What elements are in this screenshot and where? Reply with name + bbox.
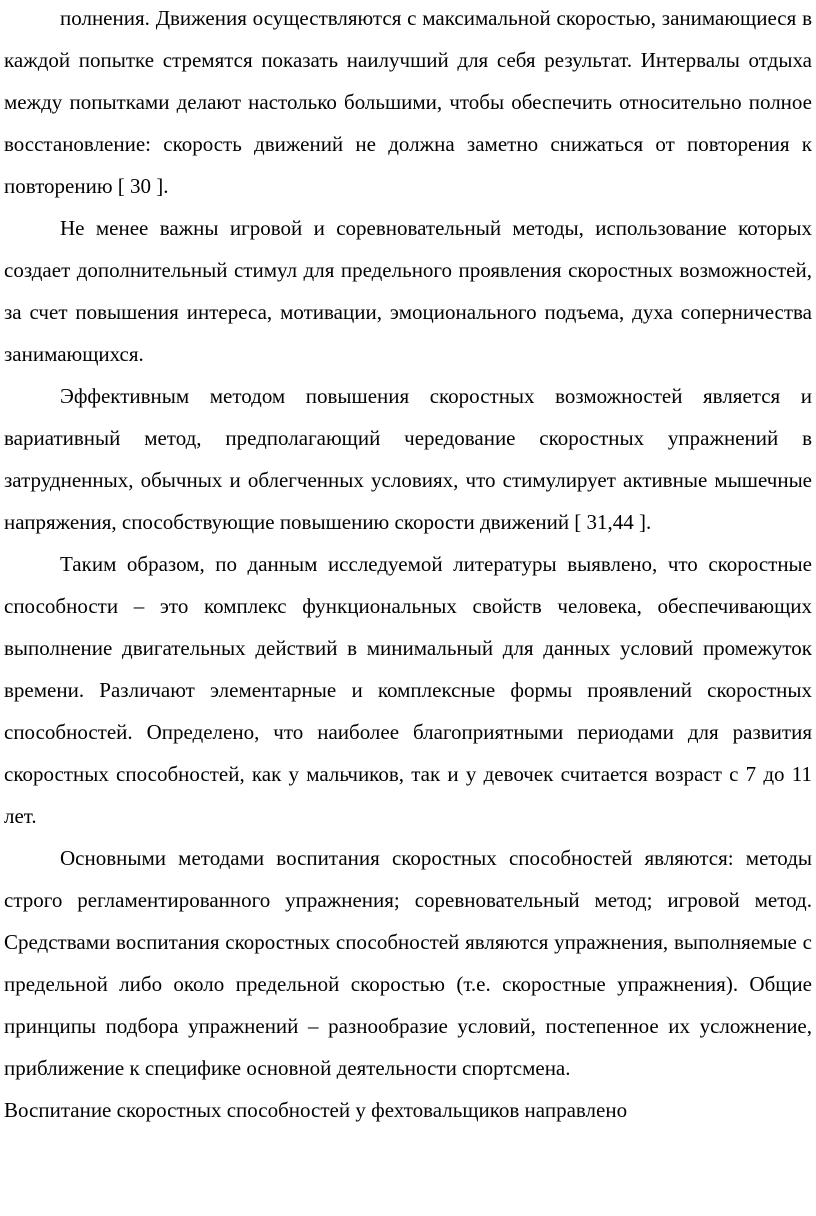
paragraph-main-methods: Основными методами воспитания скоростных способностей являются: методы строго регламентированного упражнения; соревновательный метод; игровой метод. Средствами воспитания скоростных способностей являются упражнения, выполняемые с предельной либо около предельной скоростью (т.е. скоростные упражнения). Общие принципы подбора упражнений – разнообразие условий, постепенное их усложнение, приближение к специфике основной деятельности спортсмена. — [4, 846, 812, 1080]
paragraph-conclusion: Таким образом, по данным исследуемой литературы выявлено, что скоростные способности – это комплекс функциональных свойств человека, обеспечивающих выполнение двигательных действий в минимальный для данных условий промежуток времени. Различают элементарные и комплексные формы проявлений скоростных способностей. Определено, что наиболее благоприятными периодами для развития скоростных способностей, как у мальчиков, так и у девочек считается возраст с 7 до 11 лет. — [4, 552, 812, 828]
paragraph-continuation: полнения. Движения осуществляются с максимальной скоростью, занимающиеся в каждой попытке стремятся показать наилучший для себя результат. Интервалы отдыха между попытками делают настолько большими, чтобы обеспечить относительно полное восстановление: скорость движений не должна заметно снижаться от повторения к повторению [ 30 ]. — [4, 6, 812, 198]
document-page — [4, 0, 812, 1216]
paragraph-fencers: Воспитание скоростных способностей у фехтовальщиков направлено — [4, 1098, 628, 1122]
paragraph-game-competitive-methods: Не менее важны игровой и соревновательный методы, использование которых создает дополнительный стимул для предельного проявления скоростных возможностей, за счет повышения интереса, мотивации, эмоционального подъема, духа соперничества занимающихся. — [4, 216, 812, 366]
paragraph-variative-method: Эффективным методом повышения скоростных возможностей является и вариативный метод, предполагающий чередование скоростных упражнений в затрудненных, обычных и облегченных условиях, что стимулирует активные мышечные напряжения, способствующие повышению скорости движений [ 31,44 ]. — [4, 384, 812, 534]
